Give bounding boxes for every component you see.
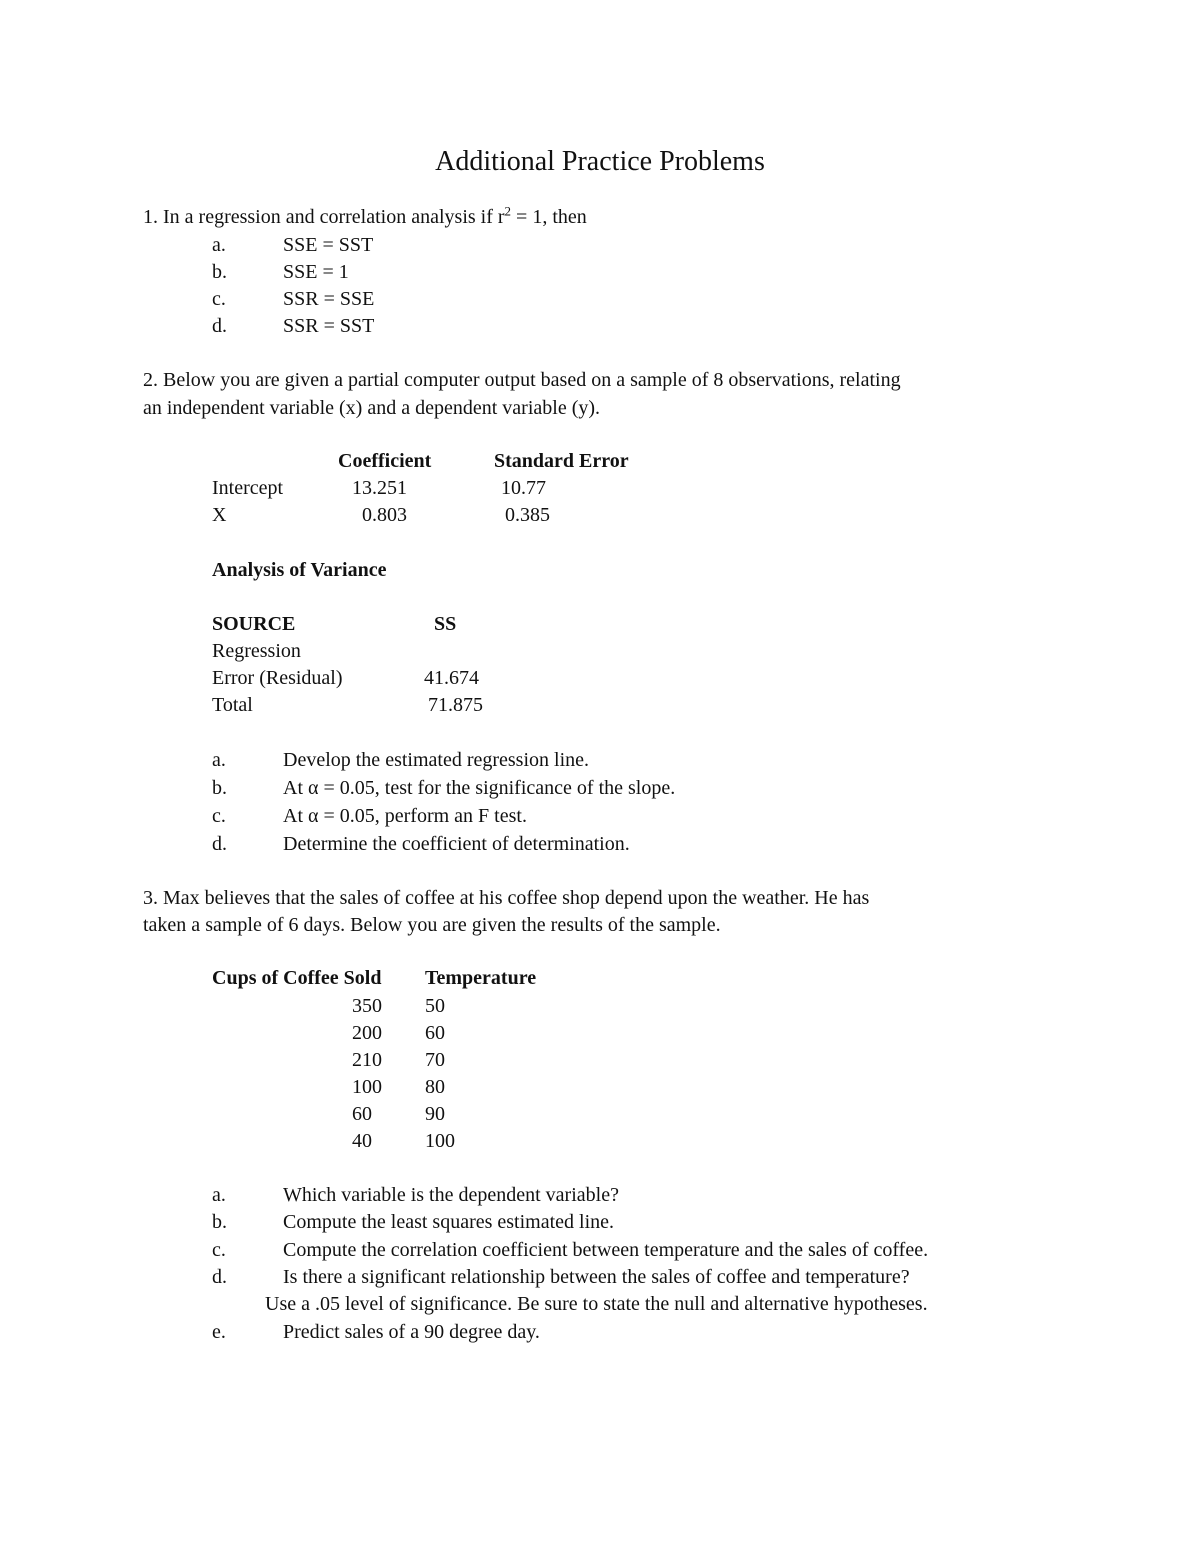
q3-part-letter: e. — [212, 1321, 226, 1343]
coef-table-coef-value: 0.803 — [362, 504, 407, 526]
q1-option-letter: b. — [212, 261, 227, 283]
q2-stem-line1: 2. Below you are given a partial computer output based on a sample of 8 observations, relating — [143, 369, 901, 391]
q3-part-text: Which variable is the dependent variable? — [283, 1184, 619, 1206]
anova-row-label: Total — [212, 694, 253, 716]
coef-table-se-value: 0.385 — [505, 504, 550, 526]
anova-header-ss: SS — [434, 613, 457, 635]
q2-part-letter: a. — [212, 749, 226, 771]
q1-option-letter: a. — [212, 234, 226, 256]
q3-part-text: Compute the correlation coefficient between temperature and the sales of coffee. — [283, 1239, 929, 1261]
coffee-table-cups: 350 — [352, 995, 382, 1017]
coef-table-se-value: 10.77 — [501, 477, 546, 499]
q3-part-text: Predict sales of a 90 degree day. — [283, 1321, 540, 1343]
q1-option-text: SSR = SSE — [283, 288, 375, 310]
coffee-table-cups: 40 — [352, 1130, 372, 1152]
q2-stem-line2: an independent variable (x) and a dependent variable (y). — [143, 397, 601, 419]
q1-option-letter: c. — [212, 288, 226, 310]
anova-header-source: SOURCE — [212, 613, 296, 635]
coffee-table-temp: 90 — [425, 1103, 445, 1125]
q3-part-letter: c. — [212, 1239, 226, 1261]
q3-part-letter: a. — [212, 1184, 226, 1206]
coef-table-header-coefficient: Coefficient — [338, 450, 432, 472]
coffee-table-header-temperature: Temperature — [425, 967, 537, 989]
coffee-table-temp: 80 — [425, 1076, 445, 1098]
q2-part-letter: b. — [212, 777, 227, 799]
coffee-table-cups: 210 — [352, 1049, 382, 1071]
coef-table-row-label: Intercept — [212, 477, 284, 499]
coffee-table-temp: 60 — [425, 1022, 445, 1044]
coffee-table-cups: 100 — [352, 1076, 382, 1098]
coffee-table-temp: 70 — [425, 1049, 445, 1071]
q2-part-text: Determine the coefficient of determination. — [283, 833, 630, 855]
anova-row-ss: 71.875 — [428, 694, 483, 716]
coffee-table-cups: 60 — [352, 1103, 372, 1125]
page-title: Additional Practice Problems — [435, 146, 765, 177]
coffee-table-temp: 50 — [425, 995, 445, 1017]
q1-option-text: SSE = SST — [283, 234, 374, 256]
q3-part-text: Is there a significant relationship between the sales of coffee and temperature? — [283, 1266, 910, 1288]
q3-stem-line1: 3. Max believes that the sales of coffee at his coffee shop depend upon the weather. He has — [143, 887, 870, 909]
q3-stem-line2: taken a sample of 6 days. Below you are given the results of the sample. — [143, 914, 721, 936]
q2-part-text: At α = 0.05, test for the significance of the slope. — [283, 777, 676, 799]
anova-row-ss: 41.674 — [424, 667, 479, 689]
coffee-table-cups: 200 — [352, 1022, 382, 1044]
q3-part-letter: d. — [212, 1266, 227, 1288]
coef-table-header-standard-error: Standard Error — [494, 450, 629, 472]
q1-option-text: SSR = SST — [283, 315, 375, 337]
coffee-table-temp: 100 — [425, 1130, 455, 1152]
q1-stem-pre: 1. In a regression and correlation analysis if r — [143, 206, 505, 228]
coef-table-coef-value: 13.251 — [352, 477, 407, 499]
anova-row-label: Error (Residual) — [212, 667, 343, 689]
q1-stem-post: = 1, then — [511, 206, 587, 228]
q3-part-text: Use a .05 level of significance. Be sure to state the null and alternative hypotheses. — [265, 1293, 928, 1315]
q1-option-text: SSE = 1 — [283, 261, 349, 283]
q2-part-text: Develop the estimated regression line. — [283, 749, 590, 771]
q3-part-text: Compute the least squares estimated line. — [283, 1211, 615, 1233]
coef-table-row-label: X — [212, 504, 227, 526]
q2-part-letter: c. — [212, 805, 226, 827]
q1-option-letter: d. — [212, 315, 227, 337]
q3-part-letter: b. — [212, 1211, 227, 1233]
anova-title: Analysis of Variance — [212, 559, 387, 581]
coffee-table-header-cups: Cups of Coffee Sold — [212, 967, 382, 989]
anova-row-label: Regression — [212, 640, 301, 662]
q2-part-letter: d. — [212, 833, 227, 855]
q2-part-text: At α = 0.05, perform an F test. — [283, 805, 527, 827]
q1-stem — [143, 203, 587, 228]
q1-stem-superscript: 2 — [504, 203, 512, 219]
